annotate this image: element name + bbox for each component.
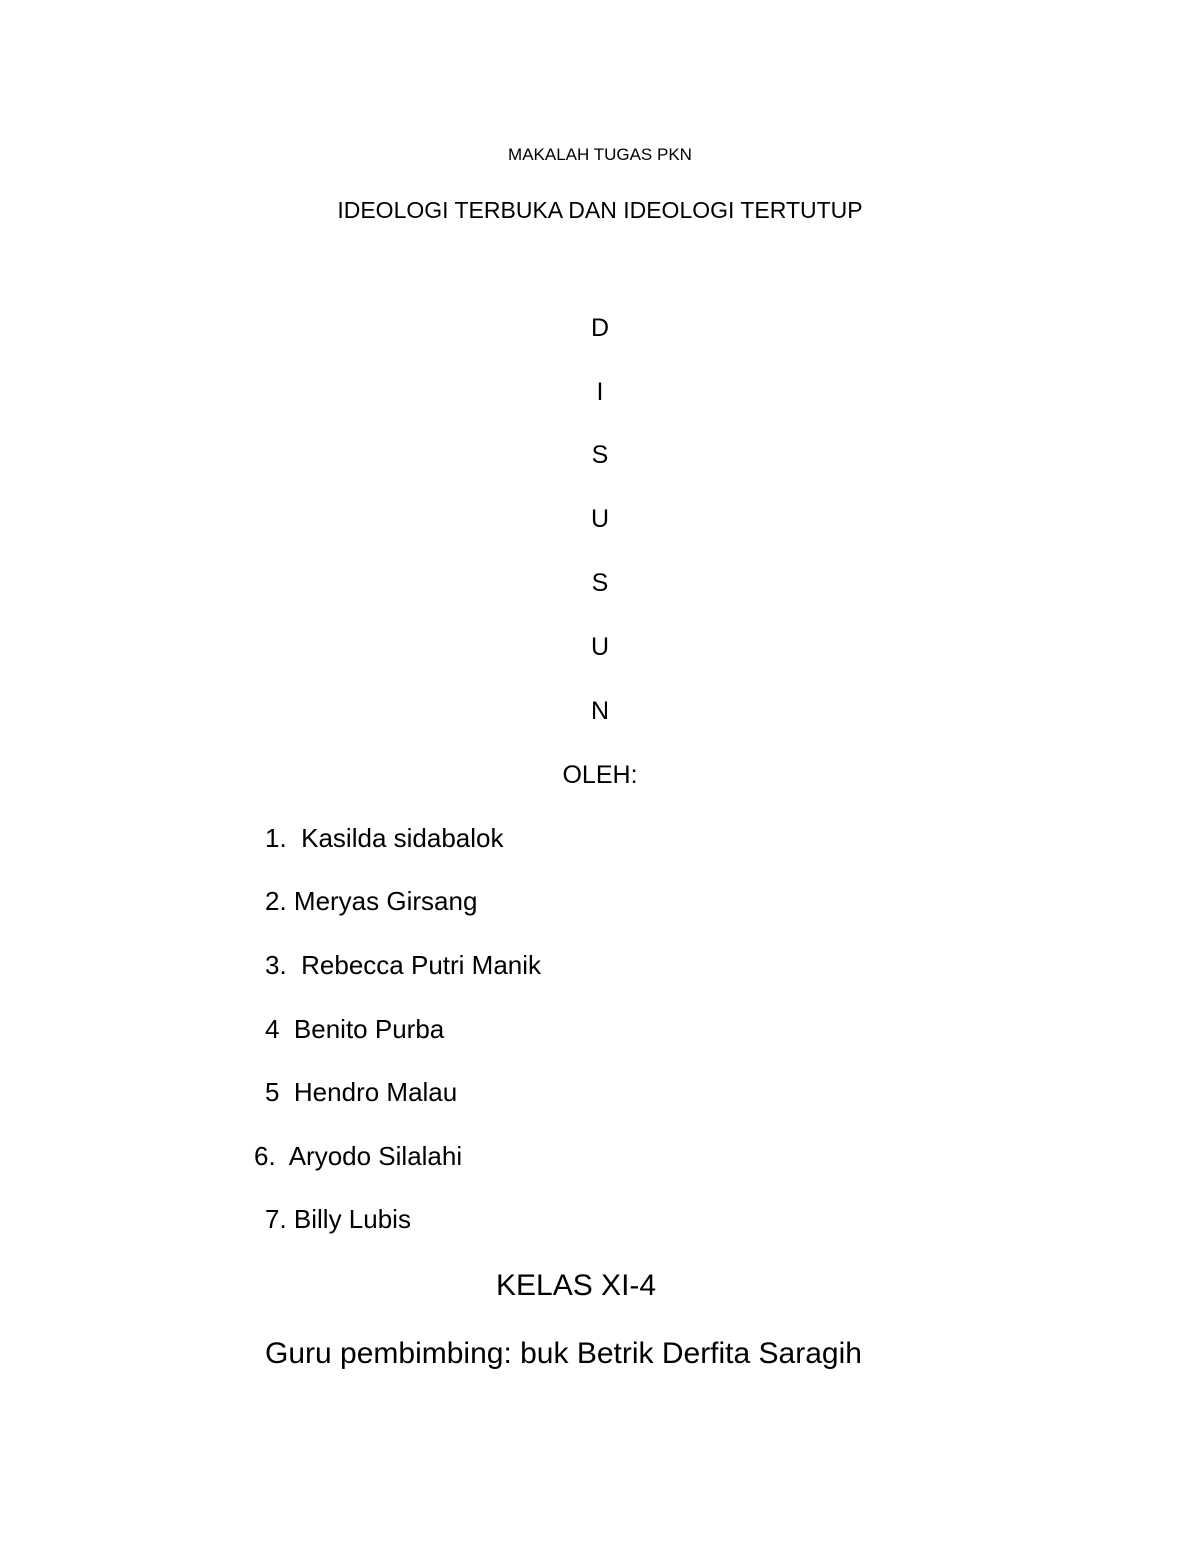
member-list-item: 5 Hendro Malau (265, 1077, 458, 1107)
vertical-letter: S (591, 441, 609, 469)
vertical-letter: S (591, 569, 609, 597)
vertical-letter: U (590, 633, 610, 661)
vertical-letter: D (590, 314, 610, 342)
member-list-item: 3. Rebecca Putri Manik (265, 950, 542, 980)
class-label: KELAS XI-4 (496, 1269, 657, 1302)
member-list-item: 2. Meryas Girsang (265, 886, 478, 916)
vertical-letter: I (596, 378, 604, 406)
document-header: MAKALAH TUGAS PKN (508, 145, 692, 164)
member-list-item: 4 Benito Purba (265, 1014, 445, 1044)
member-list-item: 6. Aryodo Silalahi (254, 1141, 463, 1171)
oleh-label: OLEH: (562, 761, 638, 789)
teacher-line: Guru pembimbing: buk Betrik Derfita Saragih (265, 1337, 862, 1370)
vertical-letter: N (590, 697, 610, 725)
document-title: IDEOLOGI TERBUKA DAN IDEOLOGI TERTUTUP (337, 197, 863, 223)
member-list-item: 7. Billy Lubis (265, 1204, 411, 1234)
vertical-letter: U (590, 505, 610, 533)
member-list-item: 1. Kasilda sidabalok (265, 823, 504, 853)
